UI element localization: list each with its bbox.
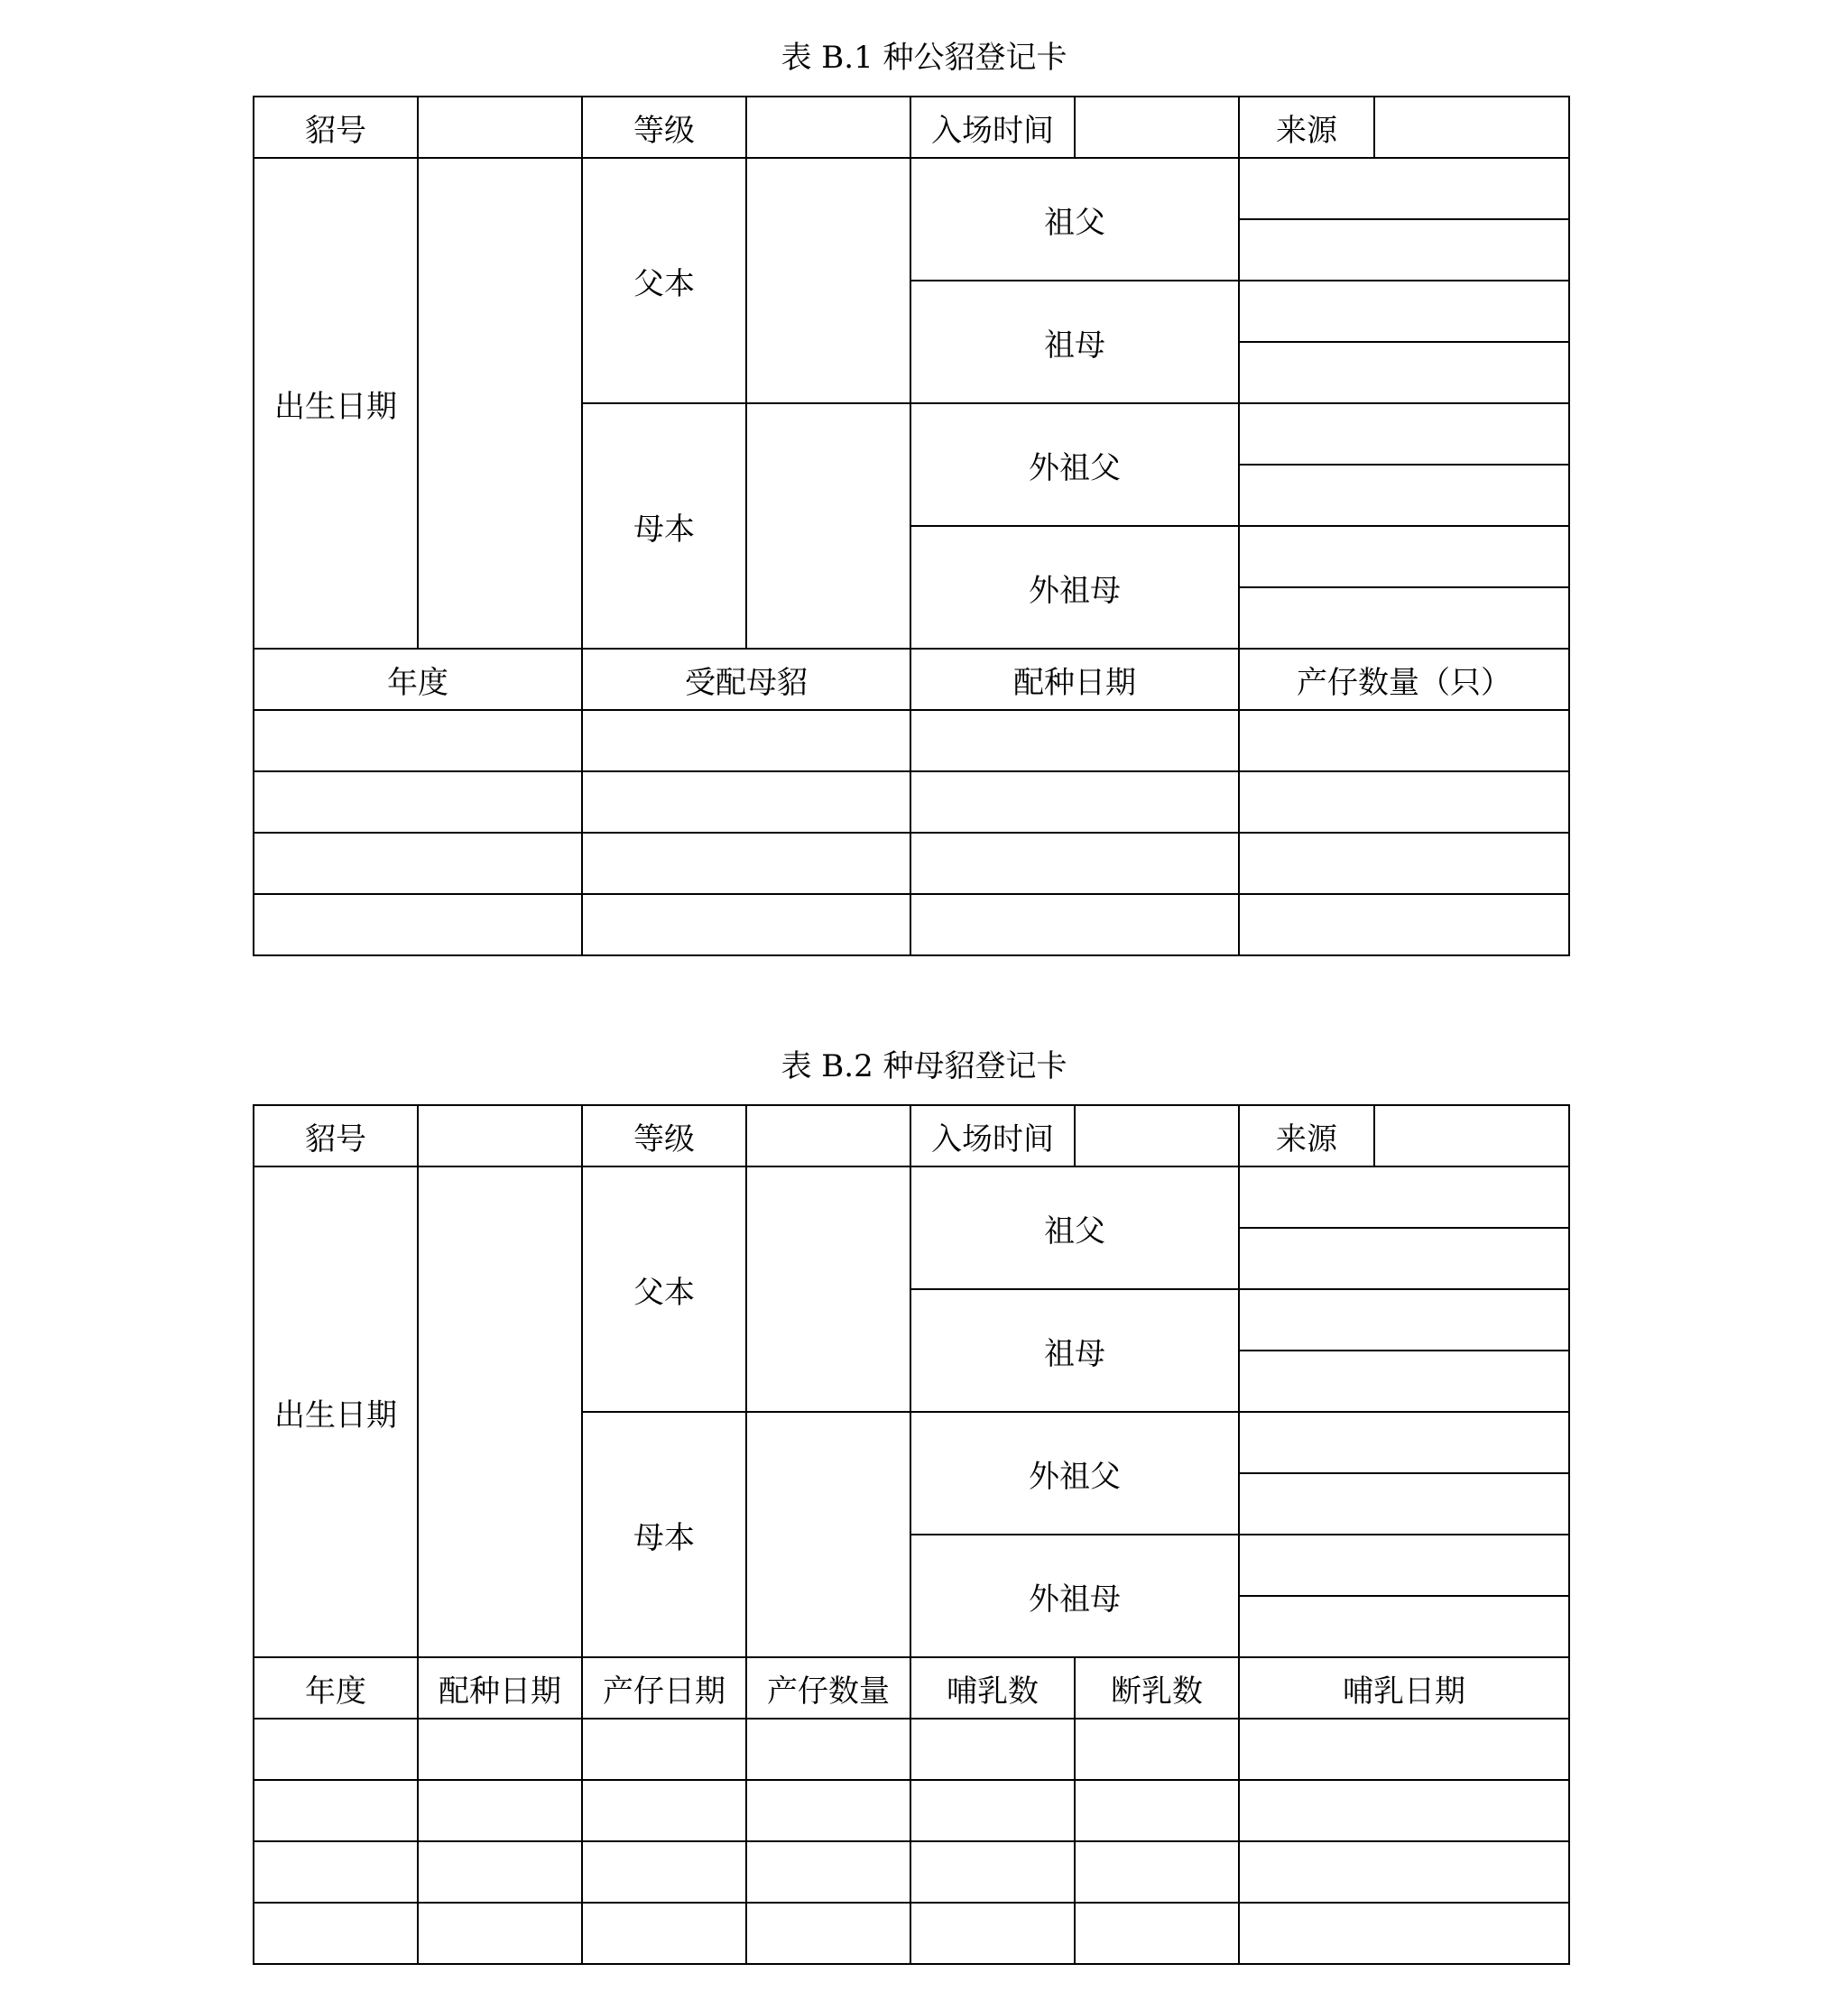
record-cell[interactable] xyxy=(1239,894,1569,955)
record-cell[interactable] xyxy=(582,1719,746,1780)
record-cell[interactable] xyxy=(254,1719,418,1780)
birth-date-header: 产仔日期 xyxy=(582,1657,746,1719)
record-cell[interactable] xyxy=(1239,710,1569,771)
record-row xyxy=(254,1841,1569,1903)
dam-cell[interactable] xyxy=(746,1412,910,1657)
grandfather-cell-1[interactable] xyxy=(1239,1166,1569,1228)
record-row xyxy=(254,833,1569,894)
record-cell[interactable] xyxy=(582,1780,746,1841)
maternal-grandfather-cell-1[interactable] xyxy=(1239,403,1569,465)
grandmother-cell-1[interactable] xyxy=(1239,1289,1569,1351)
birth-date-label: 出生日期 xyxy=(254,1166,418,1657)
record-cell[interactable] xyxy=(582,771,910,833)
record-cell[interactable] xyxy=(254,894,582,955)
grade-cell[interactable] xyxy=(746,1105,910,1166)
grandfather-label: 祖父 xyxy=(910,158,1239,281)
card1-title: 表 B.1 种公貂登记卡 xyxy=(781,40,1067,76)
sire-cell[interactable] xyxy=(746,1166,910,1412)
birth-date-label: 出生日期 xyxy=(254,158,418,649)
grandmother-label: 祖母 xyxy=(910,1289,1239,1412)
grandfather-cell-2[interactable] xyxy=(1239,219,1569,281)
record-cell[interactable] xyxy=(418,1780,582,1841)
record-cell[interactable] xyxy=(582,894,910,955)
record-cell[interactable] xyxy=(1239,771,1569,833)
male-mink-registration-table xyxy=(253,96,1570,956)
mink-id-cell[interactable] xyxy=(418,97,582,158)
record-cell[interactable] xyxy=(254,1903,418,1964)
record-cell[interactable] xyxy=(910,1719,1075,1780)
record-cell[interactable] xyxy=(1075,1841,1239,1903)
record-cell[interactable] xyxy=(1239,833,1569,894)
source-cell[interactable] xyxy=(1374,1105,1569,1166)
grade-label: 等级 xyxy=(582,1105,746,1166)
record-cell[interactable] xyxy=(582,833,910,894)
weaning-count-header: 断乳数 xyxy=(1075,1657,1239,1719)
record-cell[interactable] xyxy=(1075,1780,1239,1841)
record-cell[interactable] xyxy=(582,1903,746,1964)
grade-label: 等级 xyxy=(582,97,746,158)
maternal-grandmother-cell-2[interactable] xyxy=(1239,587,1569,649)
grandmother-label: 祖母 xyxy=(910,281,1239,403)
dam-label: 母本 xyxy=(582,1412,746,1657)
maternal-grandfather-cell-1[interactable] xyxy=(1239,1412,1569,1473)
dam-cell[interactable] xyxy=(746,403,910,649)
record-row xyxy=(254,894,1569,955)
record-cell[interactable] xyxy=(1239,1903,1569,1964)
record-cell[interactable] xyxy=(910,1903,1075,1964)
mating-date-header: 配种日期 xyxy=(418,1657,582,1719)
source-label: 来源 xyxy=(1239,97,1374,158)
record-cell[interactable] xyxy=(1239,1719,1569,1780)
record-cell[interactable] xyxy=(1075,1719,1239,1780)
record-row xyxy=(254,1719,1569,1780)
maternal-grandfather-label: 外祖父 xyxy=(910,403,1239,526)
record-row xyxy=(254,710,1569,771)
grandfather-cell-2[interactable] xyxy=(1239,1228,1569,1289)
mink-id-label: 貂号 xyxy=(254,1105,418,1166)
record-cell[interactable] xyxy=(910,833,1239,894)
record-cell[interactable] xyxy=(746,1903,910,1964)
year-header: 年度 xyxy=(254,1657,418,1719)
source-cell[interactable] xyxy=(1374,97,1569,158)
year-header: 年度 xyxy=(254,649,582,710)
record-row xyxy=(254,1903,1569,1964)
record-cell[interactable] xyxy=(910,771,1239,833)
litter-count-header: 产仔数量（只） xyxy=(1239,649,1569,710)
entry-time-label: 入场时间 xyxy=(910,1105,1075,1166)
sire-label: 父本 xyxy=(582,1166,746,1412)
record-cell[interactable] xyxy=(1239,1780,1569,1841)
record-cell[interactable] xyxy=(910,1780,1075,1841)
record-cell[interactable] xyxy=(746,1841,910,1903)
entry-time-cell[interactable] xyxy=(1075,1105,1239,1166)
maternal-grandmother-cell-1[interactable] xyxy=(1239,1535,1569,1596)
record-cell[interactable] xyxy=(582,1841,746,1903)
grandfather-label: 祖父 xyxy=(910,1166,1239,1289)
mink-id-label: 貂号 xyxy=(254,97,418,158)
nursing-count-header: 哺乳数 xyxy=(910,1657,1075,1719)
maternal-grandfather-cell-2[interactable] xyxy=(1239,465,1569,526)
entry-time-label: 入场时间 xyxy=(910,97,1075,158)
maternal-grandmother-cell-1[interactable] xyxy=(1239,526,1569,587)
record-cell[interactable] xyxy=(1239,1841,1569,1903)
litter-count-header: 产仔数量 xyxy=(746,1657,910,1719)
record-cell[interactable] xyxy=(910,894,1239,955)
maternal-grandmother-label: 外祖母 xyxy=(910,1535,1239,1657)
maternal-grandfather-label: 外祖父 xyxy=(910,1412,1239,1535)
record-cell[interactable] xyxy=(418,1903,582,1964)
record-cell[interactable] xyxy=(910,1841,1075,1903)
maternal-grandfather-cell-2[interactable] xyxy=(1239,1473,1569,1535)
birth-date-cell[interactable] xyxy=(418,158,582,649)
record-cell[interactable] xyxy=(254,1780,418,1841)
record-cell[interactable] xyxy=(582,710,910,771)
record-cell[interactable] xyxy=(746,1780,910,1841)
record-cell[interactable] xyxy=(418,1841,582,1903)
female-mink-registration-table xyxy=(253,1104,1570,1965)
record-cell[interactable] xyxy=(254,771,582,833)
record-cell[interactable] xyxy=(910,710,1239,771)
birth-date-cell[interactable] xyxy=(418,1166,582,1657)
record-row xyxy=(254,771,1569,833)
maternal-grandmother-cell-2[interactable] xyxy=(1239,1596,1569,1657)
grandmother-cell-1[interactable] xyxy=(1239,281,1569,342)
sire-label: 父本 xyxy=(582,158,746,403)
nursing-date-header: 哺乳日期 xyxy=(1239,1657,1569,1719)
record-cell[interactable] xyxy=(254,1841,418,1903)
maternal-grandmother-label: 外祖母 xyxy=(910,526,1239,649)
source-label: 来源 xyxy=(1239,1105,1374,1166)
entry-time-cell[interactable] xyxy=(1075,97,1239,158)
grandmother-cell-2[interactable] xyxy=(1239,1351,1569,1412)
sire-cell[interactable] xyxy=(746,158,910,403)
record-row xyxy=(254,1780,1569,1841)
record-cell[interactable] xyxy=(746,1719,910,1780)
card2-title: 表 B.2 种母貂登记卡 xyxy=(781,1048,1067,1084)
grandfather-cell-1[interactable] xyxy=(1239,158,1569,219)
record-cell[interactable] xyxy=(1075,1903,1239,1964)
grade-cell[interactable] xyxy=(746,97,910,158)
mating-date-header: 配种日期 xyxy=(910,649,1239,710)
record-cell[interactable] xyxy=(254,833,582,894)
mated-female-header: 受配母貂 xyxy=(582,649,910,710)
grandmother-cell-2[interactable] xyxy=(1239,342,1569,403)
dam-label: 母本 xyxy=(582,403,746,649)
record-cell[interactable] xyxy=(418,1719,582,1780)
mink-id-cell[interactable] xyxy=(418,1105,582,1166)
record-cell[interactable] xyxy=(254,710,582,771)
